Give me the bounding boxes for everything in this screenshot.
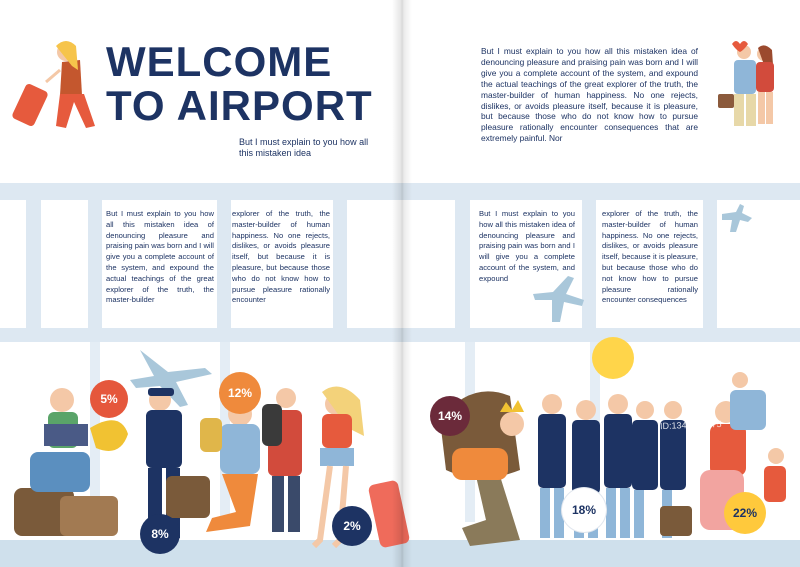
- stat-value: 8%: [151, 527, 169, 541]
- page-spine: [392, 0, 412, 567]
- title-line-1: WELCOME: [106, 38, 333, 85]
- stat-value: 14%: [437, 409, 463, 423]
- couple-travelers: [718, 41, 774, 126]
- watermark: ID:1346169775: [659, 418, 722, 432]
- stat-bubble: [90, 380, 128, 418]
- text-column-2: explorer of the truth, the master-builder of human happiness. No one rejects, dislikes, or avoids pleasure itself, but because it is pleasure, but because those who do not know how to pursue pleasure rationally encounter: [232, 209, 330, 305]
- airplane-icon: [533, 276, 584, 322]
- stat-value: 12%: [227, 386, 253, 400]
- stat-value: 22%: [732, 506, 758, 520]
- stat-bubble: [219, 372, 261, 414]
- stat-value: 2%: [343, 519, 361, 533]
- woman-with-suitcase: [11, 41, 95, 128]
- stat-value: 18%: [571, 503, 597, 517]
- text-column-4: explorer of the truth, the master-builder of human happiness. No one rejects, dislikes, or avoids pleasure itself, because it is pleasure, but because those who do not know how to pursue pleasure rationally encounter consequences: [602, 209, 698, 305]
- text-column-3: But I must explain to you how all this mistaken idea of denouncing pleasure and praising pain was born and I will give you a complete account of the system, and expound: [479, 209, 575, 283]
- stat-bubble: [430, 396, 470, 436]
- airplane-icon: [722, 204, 752, 232]
- stat-bubble: [332, 506, 372, 546]
- stat-value: 5%: [100, 392, 118, 406]
- title-line-2: TO AIRPORT: [106, 82, 373, 129]
- subtitle: But I must explain to you how all this mistaken idea: [239, 137, 369, 158]
- text-column-1: But I must explain to you how all this mistaken idea of denouncing pleasure and praising pain was born and I will give you a complete account of the system, and expound the actual teachings of the great explorer of the truth, the master-builder: [106, 209, 214, 305]
- airplane-icon: [130, 350, 212, 407]
- stat-bubble: [140, 514, 180, 554]
- stat-bubble: [724, 492, 766, 534]
- stat-bubble: [562, 488, 606, 532]
- intro-paragraph: But I must explain to you how all this mistaken idea of denouncing pleasure and praising pain was born and I will give you a complete account of the system, and expound the actual teachings of the great explorer of the truth, the master-builder of human happiness. No one rejects, dislikes, or avoids pleasure itself, because it is pleasure, but because those who do not know how to pursue pleasure rationally encounter consequences that are extremely painful. Nor: [481, 46, 698, 144]
